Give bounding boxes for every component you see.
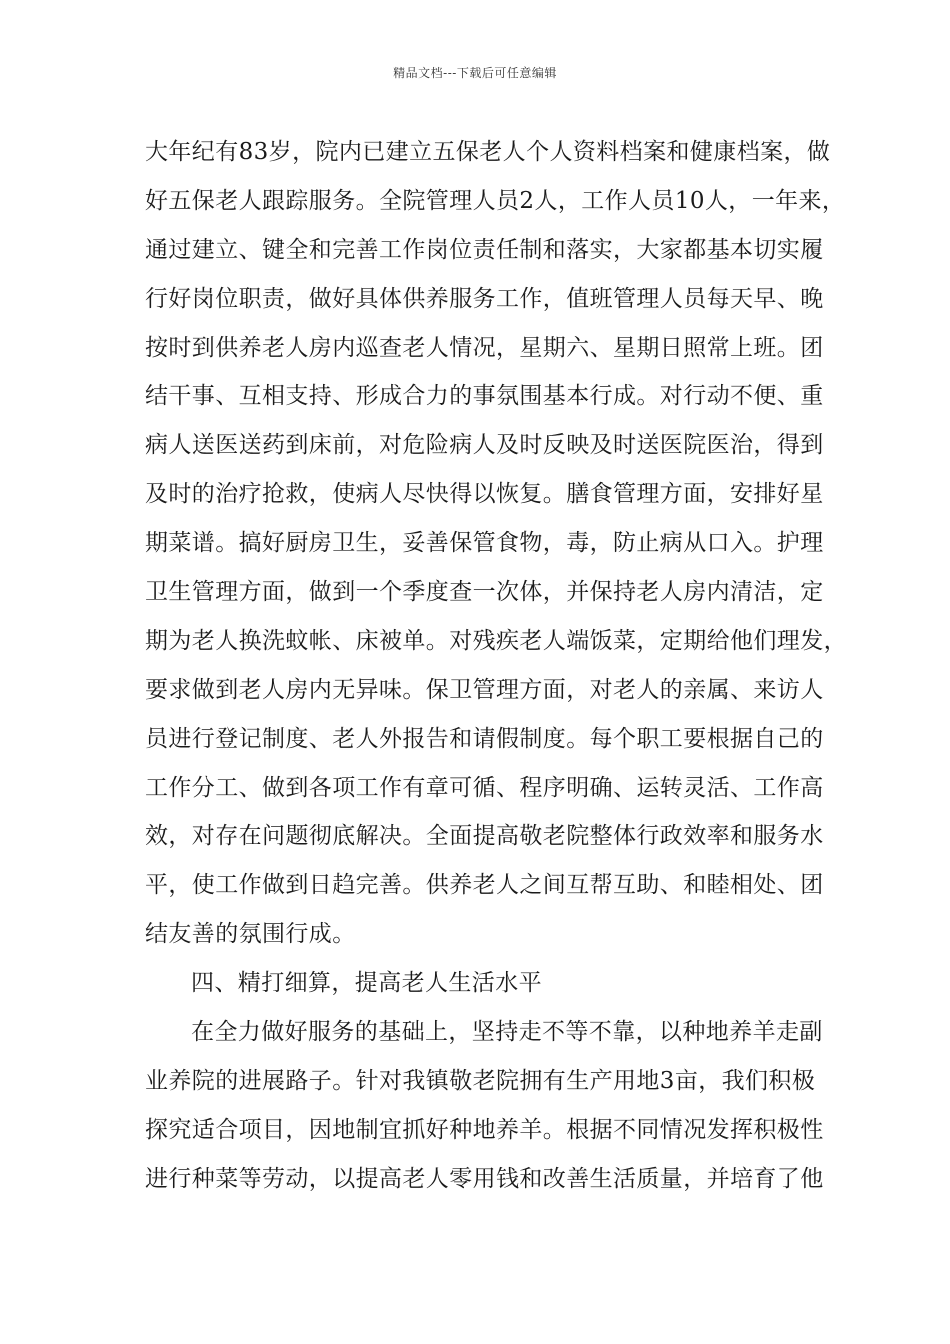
body-line: 卫生管理方面，做到一个季度查一次体，并保持老人房内清洁，定 — [145, 579, 824, 606]
page-header: 精品文档---下载后可任意编辑 — [393, 66, 557, 80]
body-line: 探究适合项目，因地制宜抓好种地养羊。根据不同情况发挥积极性 — [145, 1116, 824, 1143]
body-line: 工作分工、做到各项工作有章可循、程序明确、运转灵活、工作高 — [145, 774, 824, 801]
body-line: 期为老人换洗蚊帐、床被单。对残疾老人端饭菜，定期给他们理发， — [145, 627, 847, 654]
body-line: 按时到供养老人房内巡查老人情况，星期六、星期日照常上班。团 — [145, 334, 824, 361]
body-line: 结干事、互相支持、形成合力的事氛围基本行成。对行动不便、重 — [145, 383, 824, 410]
body-line: 好五保老人跟踪服务。全院管理人员2人，工作人员10人，一年来， — [145, 187, 846, 214]
body-line: 通过建立、键全和完善工作岗位责任制和落实，大家都基本切实履 — [145, 236, 824, 263]
body-line: 要求做到老人房内无异味。保卫管理方面，对老人的亲属、来访人 — [145, 676, 824, 703]
body-line: 行好岗位职责，做好具体供养服务工作，值班管理人员每天早、晚 — [145, 285, 824, 312]
body-line: 大年纪有83岁，院内已建立五保老人个人资料档案和健康档案，做 — [145, 139, 831, 165]
body-line: 效，对存在问题彻底解决。全面提高敬老院整体行政效率和服务水 — [145, 823, 824, 850]
section-heading: 四、精打细算，提高老人生活水平 — [191, 970, 542, 997]
body-line: 结友善的氛围行成。 — [145, 921, 356, 948]
body-line: 员进行登记制度、老人外报告和请假制度。每个职工要根据自己的 — [145, 725, 824, 752]
body-line: 及时的治疗抢救，使病人尽快得以恢复。膳食管理方面，安排好星 — [145, 481, 824, 508]
body-line: 业养院的进展路子。针对我镇敬老院拥有生产用地3亩，我们积极 — [145, 1067, 816, 1094]
body-line: 进行种菜等劳动，以提高老人零用钱和改善生活质量，并培育了他 — [145, 1165, 824, 1192]
body-line: 在全力做好服务的基础上，坚持走不等不靠，以种地养羊走副 — [191, 1019, 823, 1046]
body-line: 期菜谱。搞好厨房卫生，妥善保管食物，毒，防止病从口入。护理 — [145, 530, 824, 557]
body-line: 病人送医送药到床前，对危险病人及时反映及时送医院医治，得到 — [145, 432, 824, 459]
document-body — [145, 128, 847, 1204]
body-line: 平，使工作做到日趋完善。供养老人之间互帮互助、和睦相处、团 — [145, 872, 824, 899]
